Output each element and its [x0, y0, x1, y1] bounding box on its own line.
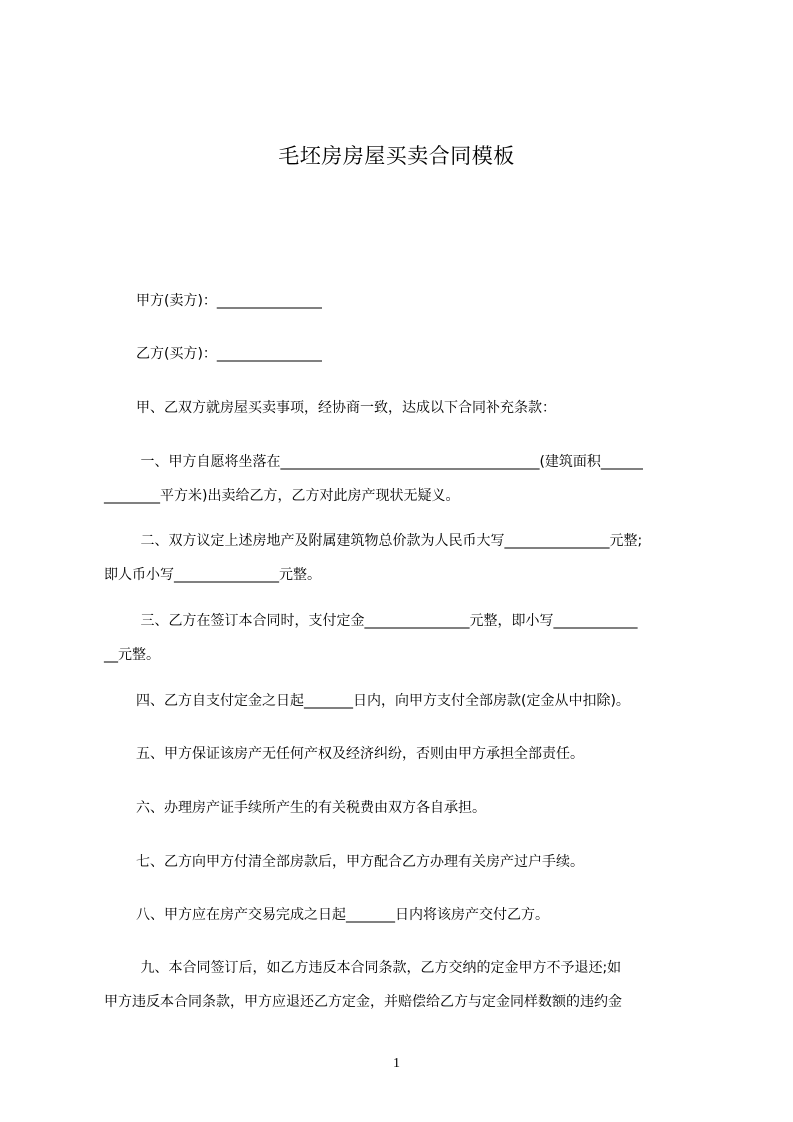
page-number: 1 [393, 1056, 400, 1071]
paragraph-clause-2 [104, 524, 700, 592]
paragraph-line: 一、甲方自愿将坐落在_____________________________________(建筑面积______ [136, 454, 643, 470]
paragraph-intro [104, 391, 700, 425]
paragraph-line: 甲方(卖方)：_______________ [136, 293, 322, 309]
paragraph-line: 四、乙方自支付定金之日起_______日内，向甲方支付全部房款(定金从中扣除)。 [136, 693, 630, 709]
paragraph-line: 即人币小写_______________元整。 [104, 567, 321, 583]
paragraph-clause-5 [104, 737, 700, 771]
paragraph-line: 甲方违反本合同条款，甲方应退还乙方定金，并赔偿给乙方与定金同样数额的违约金 [104, 994, 622, 1010]
paragraph-seller [104, 284, 700, 318]
paragraph-line: 甲、乙双方就房屋买卖事项，经协商一致，达成以下合同补充条款： [136, 400, 556, 416]
paragraph-line: 七、乙方向甲方付清全部房款后，甲方配合乙方办理有关房产过户手续。 [136, 854, 584, 870]
paragraph-clause-7 [104, 845, 700, 879]
paragraph-line: 二、双方议定上述房地产及附属建筑物总价款为人民币大写_______________元整; [136, 533, 643, 549]
paragraph-clause-9 [104, 951, 700, 1019]
paragraph-line: 八、甲方应在房产交易完成之日起_______日内将该房产交付乙方。 [136, 907, 549, 923]
paragraph-clause-6 [104, 791, 700, 825]
paragraph-clause-4 [104, 684, 700, 718]
paragraph-line: ________平方米)出卖给乙方，乙方对此房产现状无疑义。 [104, 488, 460, 504]
paragraph-line: 九、本合同签订后，如乙方违反本合同条款，乙方交纳的定金甲方不予退还;如 [136, 960, 622, 976]
paragraph-line: 乙方(买方)：_______________ [136, 346, 322, 362]
paragraph-line: 三、乙方在签订本合同时，支付定金_______________元整，即小写____________ [136, 613, 638, 629]
paragraph-line: __元整。 [104, 647, 160, 663]
document-title: 毛坯房房屋买卖合同模板 [278, 144, 515, 168]
paragraph-line: 五、甲方保证该房产无任何产权及经济纠纷，否则由甲方承担全部责任。 [136, 746, 584, 762]
paragraph-line: 六、办理房产证手续所产生的有关税费由双方各自承担。 [136, 800, 486, 816]
paragraph-clause-1 [104, 445, 700, 513]
paragraph-clause-3 [104, 604, 700, 672]
paragraph-clause-8 [104, 898, 700, 932]
paragraph-buyer [104, 337, 700, 371]
